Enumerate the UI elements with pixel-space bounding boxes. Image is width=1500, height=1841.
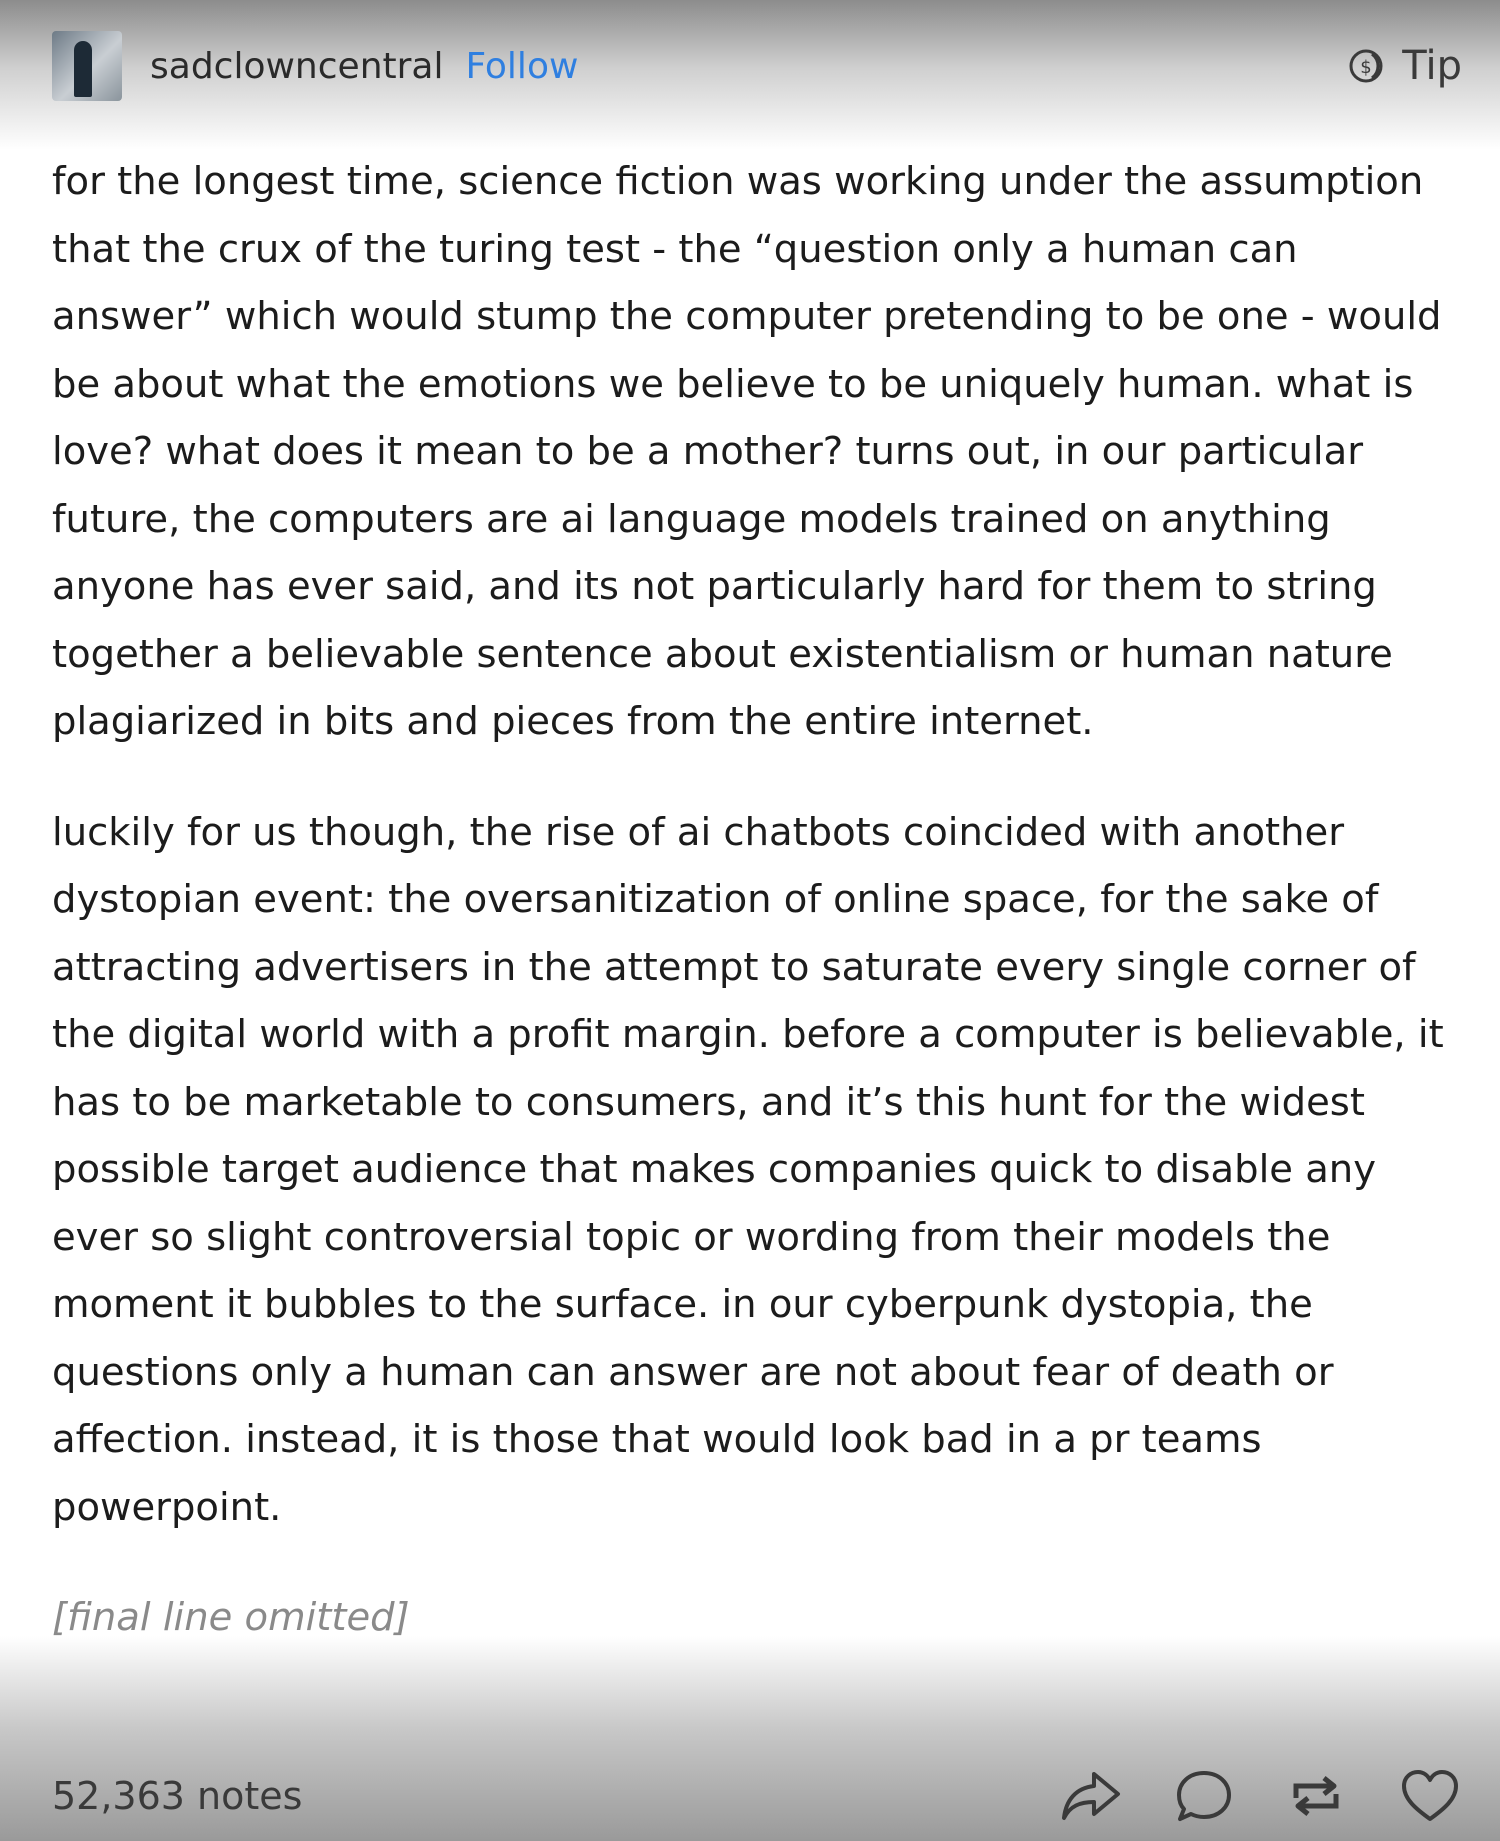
post-header <box>52 28 1462 104</box>
speech-bubble-icon <box>1174 1768 1234 1824</box>
omitted-final-line: [final line omitted] <box>52 1595 410 1640</box>
share-arrow-icon <box>1060 1768 1122 1824</box>
notes-count[interactable]: 52,363 notes <box>52 1774 303 1818</box>
dollar-coin-icon <box>1348 46 1388 86</box>
svg-text:$: $ <box>1360 57 1373 78</box>
post-footer <box>52 1758 1462 1834</box>
tip-label: Tip <box>1402 43 1462 89</box>
reblog-button[interactable] <box>1286 1768 1346 1824</box>
post-actions <box>1008 1767 1462 1825</box>
avatar-figure <box>74 41 92 97</box>
post-body <box>52 148 1462 1695</box>
share-button[interactable] <box>1060 1768 1122 1824</box>
like-button[interactable] <box>1398 1767 1462 1825</box>
heart-icon <box>1398 1767 1462 1825</box>
avatar[interactable] <box>52 31 122 101</box>
reply-button[interactable] <box>1174 1768 1234 1824</box>
post-paragraph: for the longest time, science fiction was working under the assumption that the crux of the turing test - the “question only a human can answer” which would stump the computer pretending to be one - would be about what the emotions we believe to be uniquely human. what is love? what does it mean to be a mother? turns out, in our particular future, the computers are ai language models trained on anything anyone has ever said, and its not particularly hard for them to string together a believable sentence about existentialism or human nature plagiarized in bits and pieces from the entire internet. <box>52 159 1442 744</box>
tip-button[interactable] <box>1348 43 1462 89</box>
post-paragraph: luckily for us though, the rise of ai chatbots coincided with another dystopian event: the oversanitization of online space, for the sake of attracting advertisers in the attempt to saturate every single corner of the digital world with a profit margin. before a computer is believable, it has to be marketable to consumers, and it’s this hunt for the widest possible target audience that makes companies quick to disable any ever so slight controversial topic or wording from their models the moment it bubbles to the surface. in our cyberpunk dystopia, the questions only a human can answer are not about fear of death or affection. instead, it is those that would look bad in a pr teams powerpoint. <box>52 809 1444 1530</box>
reblog-icon <box>1286 1768 1346 1824</box>
follow-button[interactable]: Follow <box>465 45 579 87</box>
username[interactable]: sadclowncentral <box>150 45 444 87</box>
